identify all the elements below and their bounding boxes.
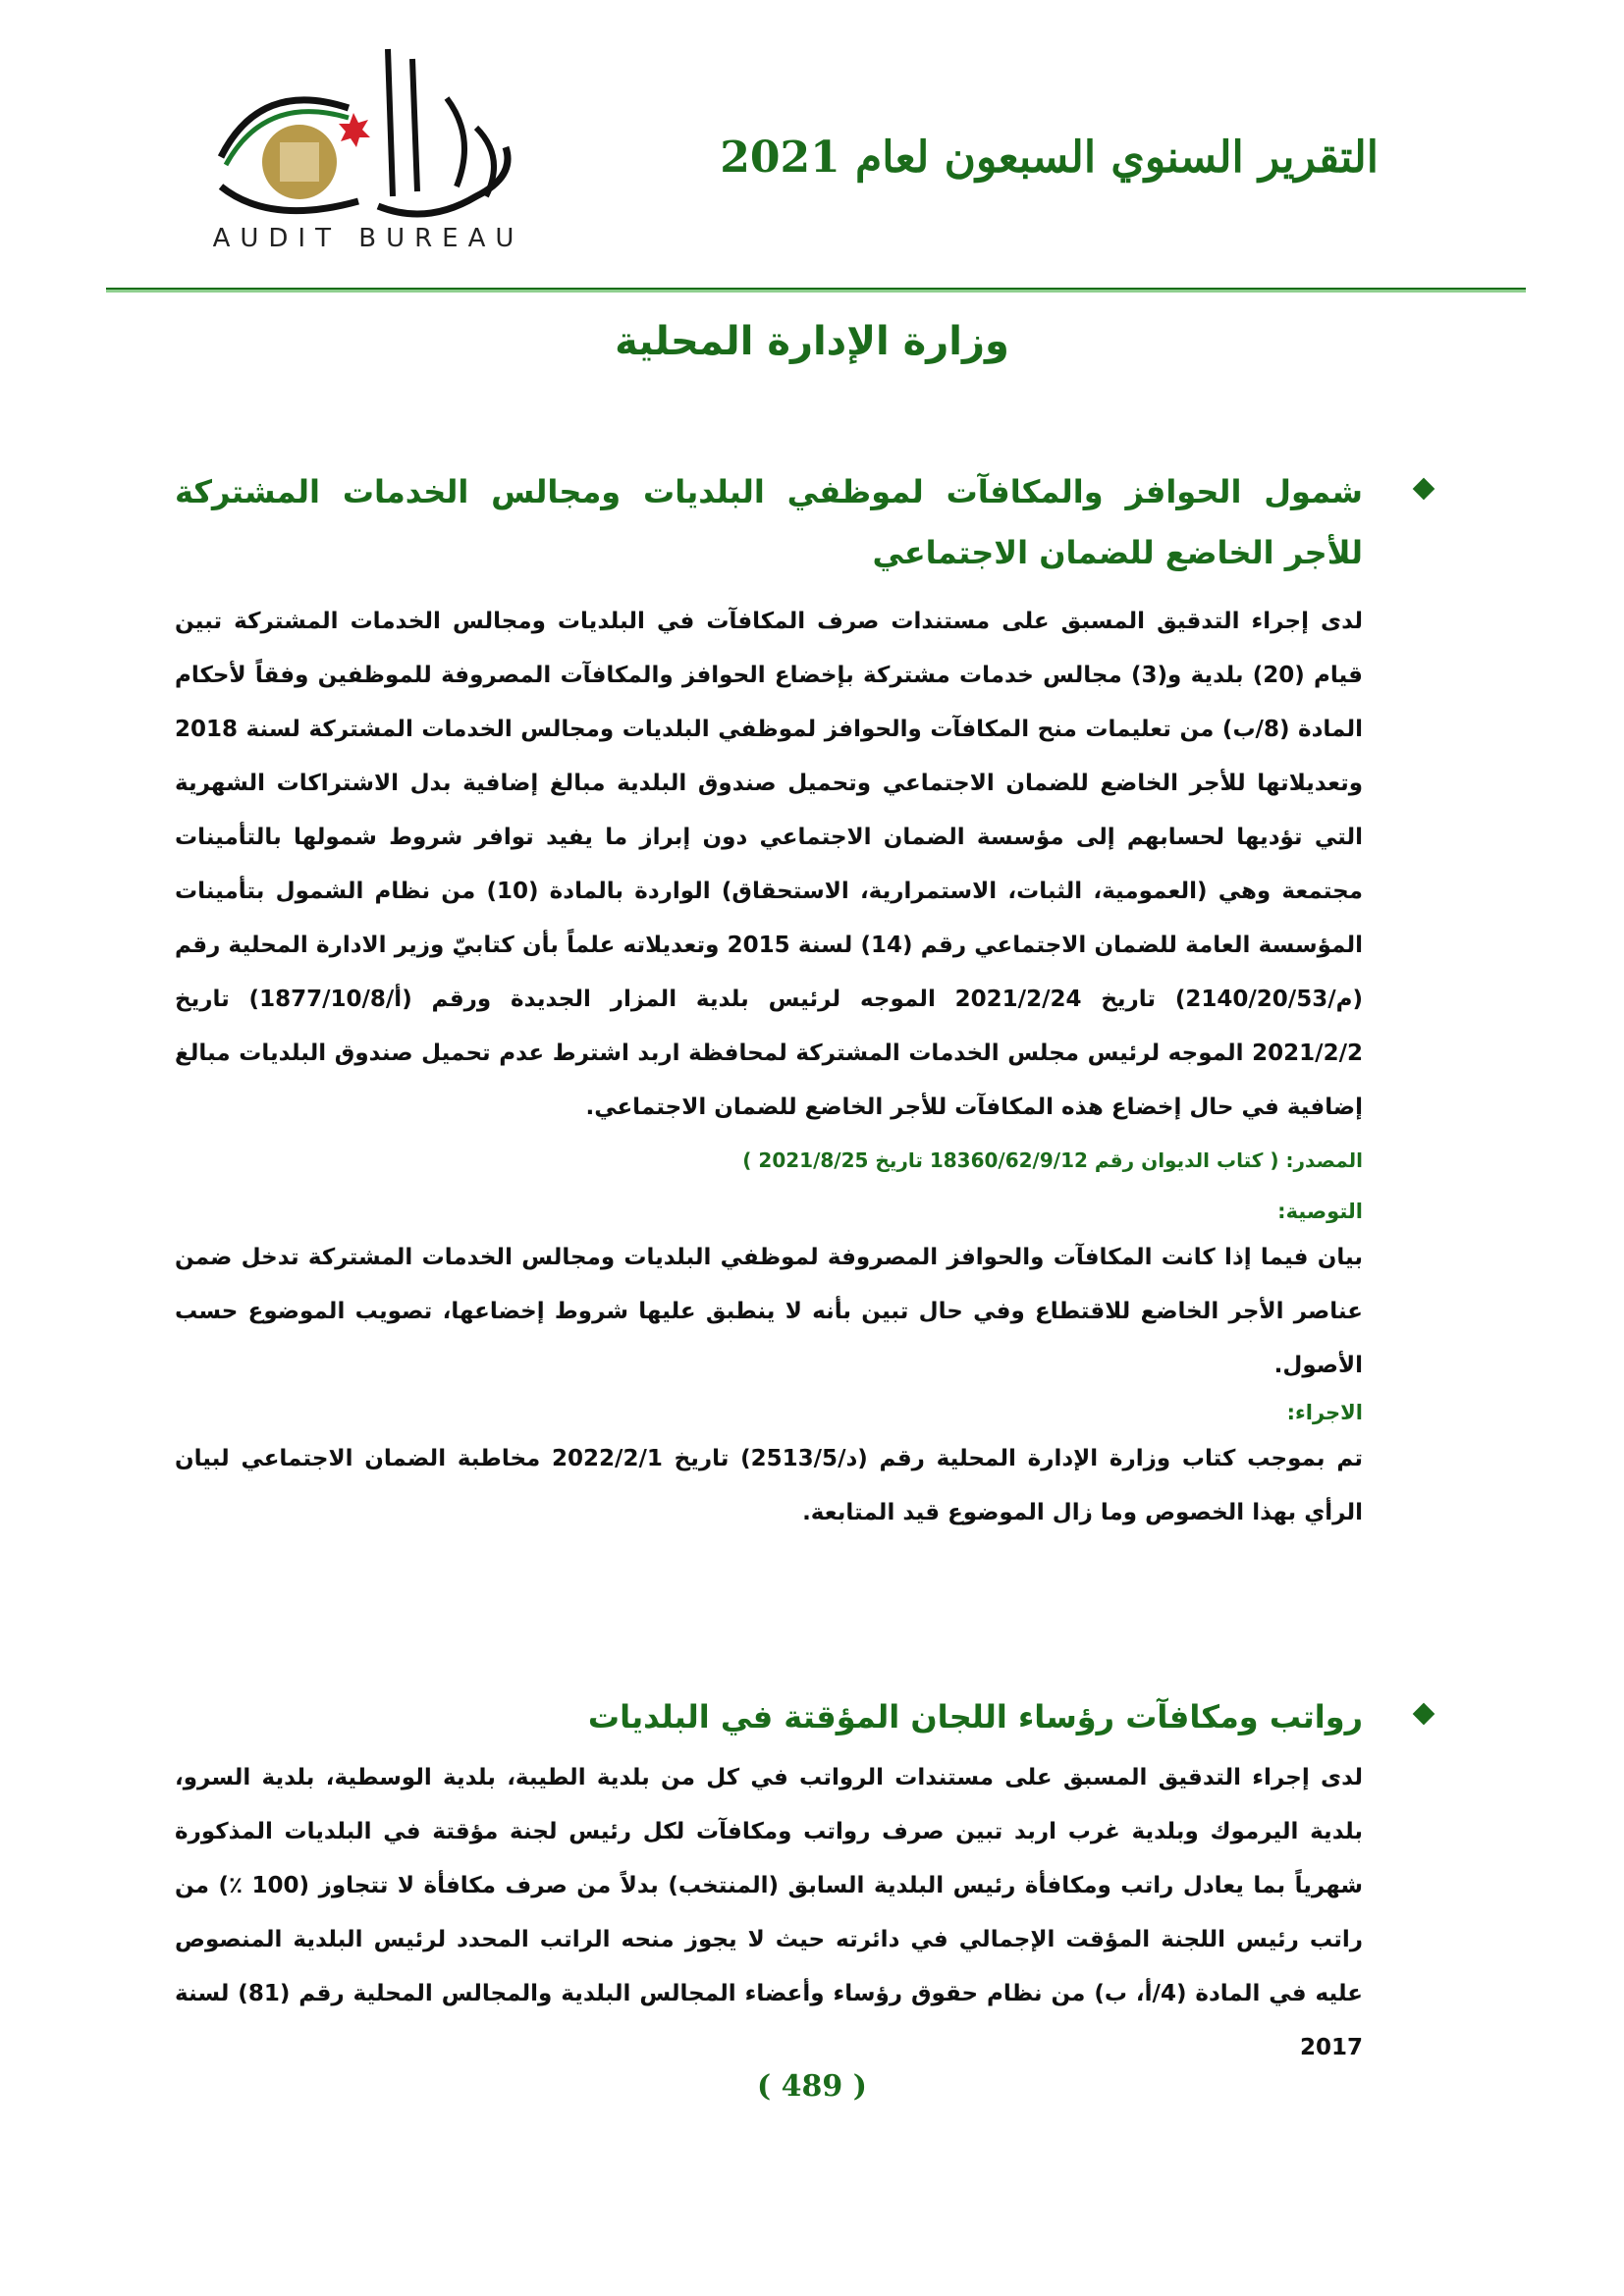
- recommendation-text: بيان فيما إذا كانت المكافآت والحوافز المصروفة لموظفي البلديات ومجالس الخدمات المشتركة تدخل ضمن عناصر الأجر الخاضع للاقتطاع وفي حال تبين بأنه لا ينطبق عليها شروط إخضاعها، تصويب الموضوع حسب الأصول.: [175, 1245, 1363, 1378]
- diamond-bullet-icon: [1413, 1703, 1435, 1726]
- section-1: [175, 461, 1363, 1540]
- report-title: التقرير السنوي السبعون لعام 2021: [720, 133, 1379, 183]
- section-1-heading: شمول الحوافز والمكافآت لموظفي البلديات ومجالس الخدمات المشتركة للأجر الخاضع للضمان الاجتماعي: [175, 461, 1363, 583]
- section-1-paragraph: لدى إجراء التدقيق المسبق على مستندات صرف المكافآت في البلديات ومجالس الخدمات المشتركة تبين قيام (20) بلدية و(3) مجالس خدمات مشتركة بإخضاع الحوافز والمكافآت المصروفة للموظفين وفقاً لأحكام المادة (8/ب) من تعليمات منح المكافآت والحوافز لموظفي البلديات ومجالس الخدمات المشتركة لسنة 2018 وتعديلاتها للأجر الخاضع للضمان الاجتماعي وتحميل صندوق البلدية مبالغ إضافية بدل الاشتراكات الشهرية التي تؤديها لحسابهم إلى مؤسسة الضمان الاجتماعي دون إبراز ما يفيد توافر شروط شمولها بالتأمينات مجتمعة وهي (العمومية، الثبات، الاستمرارية، الاستحقاق) الواردة بالمادة (10) من نظام الشمول بتأمينات المؤسسة العامة للضمان الاجتماعي رقم (14) لسنة 2015 وتعديلاته علماً بأن كتابيّ وزير الادارة المحلية رقم (م/2140/20/53) تاريخ 2021/2/24 الموجه لرئيس بلدية المزار الجديدة ورقم (أ/1877/10/8) تاريخ 2021/2/2 الموجه لرئيس مجلس الخدمات المشتركة لمحافظة اربد اشترط عدم تحميل صندوق البلديات مبالغ إضافية في حال إخضاع هذه المكافآت للأجر الخاضع للضمان الاجتماعي.: [175, 609, 1363, 1120]
- logo-emblem-icon: [182, 39, 555, 226]
- ministry-title: وزارة الإدارة المحلية: [615, 319, 1009, 364]
- section-2: [175, 1686, 1363, 2075]
- logo-english-text: AUDIT BUREAU: [212, 224, 524, 253]
- action-text: تم بموجب كتاب وزارة الإدارة المحلية رقم (د/2513/5) تاريخ 2022/2/1 مخاطبة الضمان الاجتماعي لبيان الرأي بهذا الخصوص وما زال الموضوع قيد المتابعة.: [175, 1446, 1363, 1525]
- audit-bureau-logo: [182, 39, 555, 255]
- section-2-paragraph: لدى إجراء التدقيق المسبق على مستندات الرواتب في كل من بلدية الطيبة، بلدية الوسطية، بلدية السرو، بلدية اليرموك وبلدية غرب اربد تبين صرف رواتب ومكافآت لكل رئيس لجنة مؤقتة في البلديات المذكورة شهرياً بما يعادل راتب ومكافأة رئيس البلدية السابق (المنتخب) بدلاً من صرف مكافأة لا تتجاوز (100 ٪) من راتب رئيس اللجنة المؤقت الإجمالي في دائرته حيث لا يجوز منحه الراتب المحدد لرئيس البلدية المنصوص عليه في المادة (4/أ، ب) من نظام حقوق رؤساء وأعضاء المجالس البلدية والمجالس المحلية رقم (81) لسنة 2017: [175, 1765, 1363, 2060]
- section-2-heading: رواتب ومكافآت رؤساء اللجان المؤقتة في البلديات: [175, 1686, 1363, 1747]
- source-citation: المصدر: ( كتاب الديوان رقم 18360/62/9/12 تاريخ 2021/8/25 ): [742, 1148, 1363, 1172]
- page-header: [0, 0, 1624, 294]
- header-rule: [106, 288, 1526, 294]
- recommendation-label: التوصية:: [1277, 1200, 1363, 1223]
- action-label: الاجراء:: [1286, 1401, 1363, 1424]
- page-number: ( 489 ): [757, 2069, 867, 2104]
- diamond-bullet-icon: [1413, 478, 1435, 501]
